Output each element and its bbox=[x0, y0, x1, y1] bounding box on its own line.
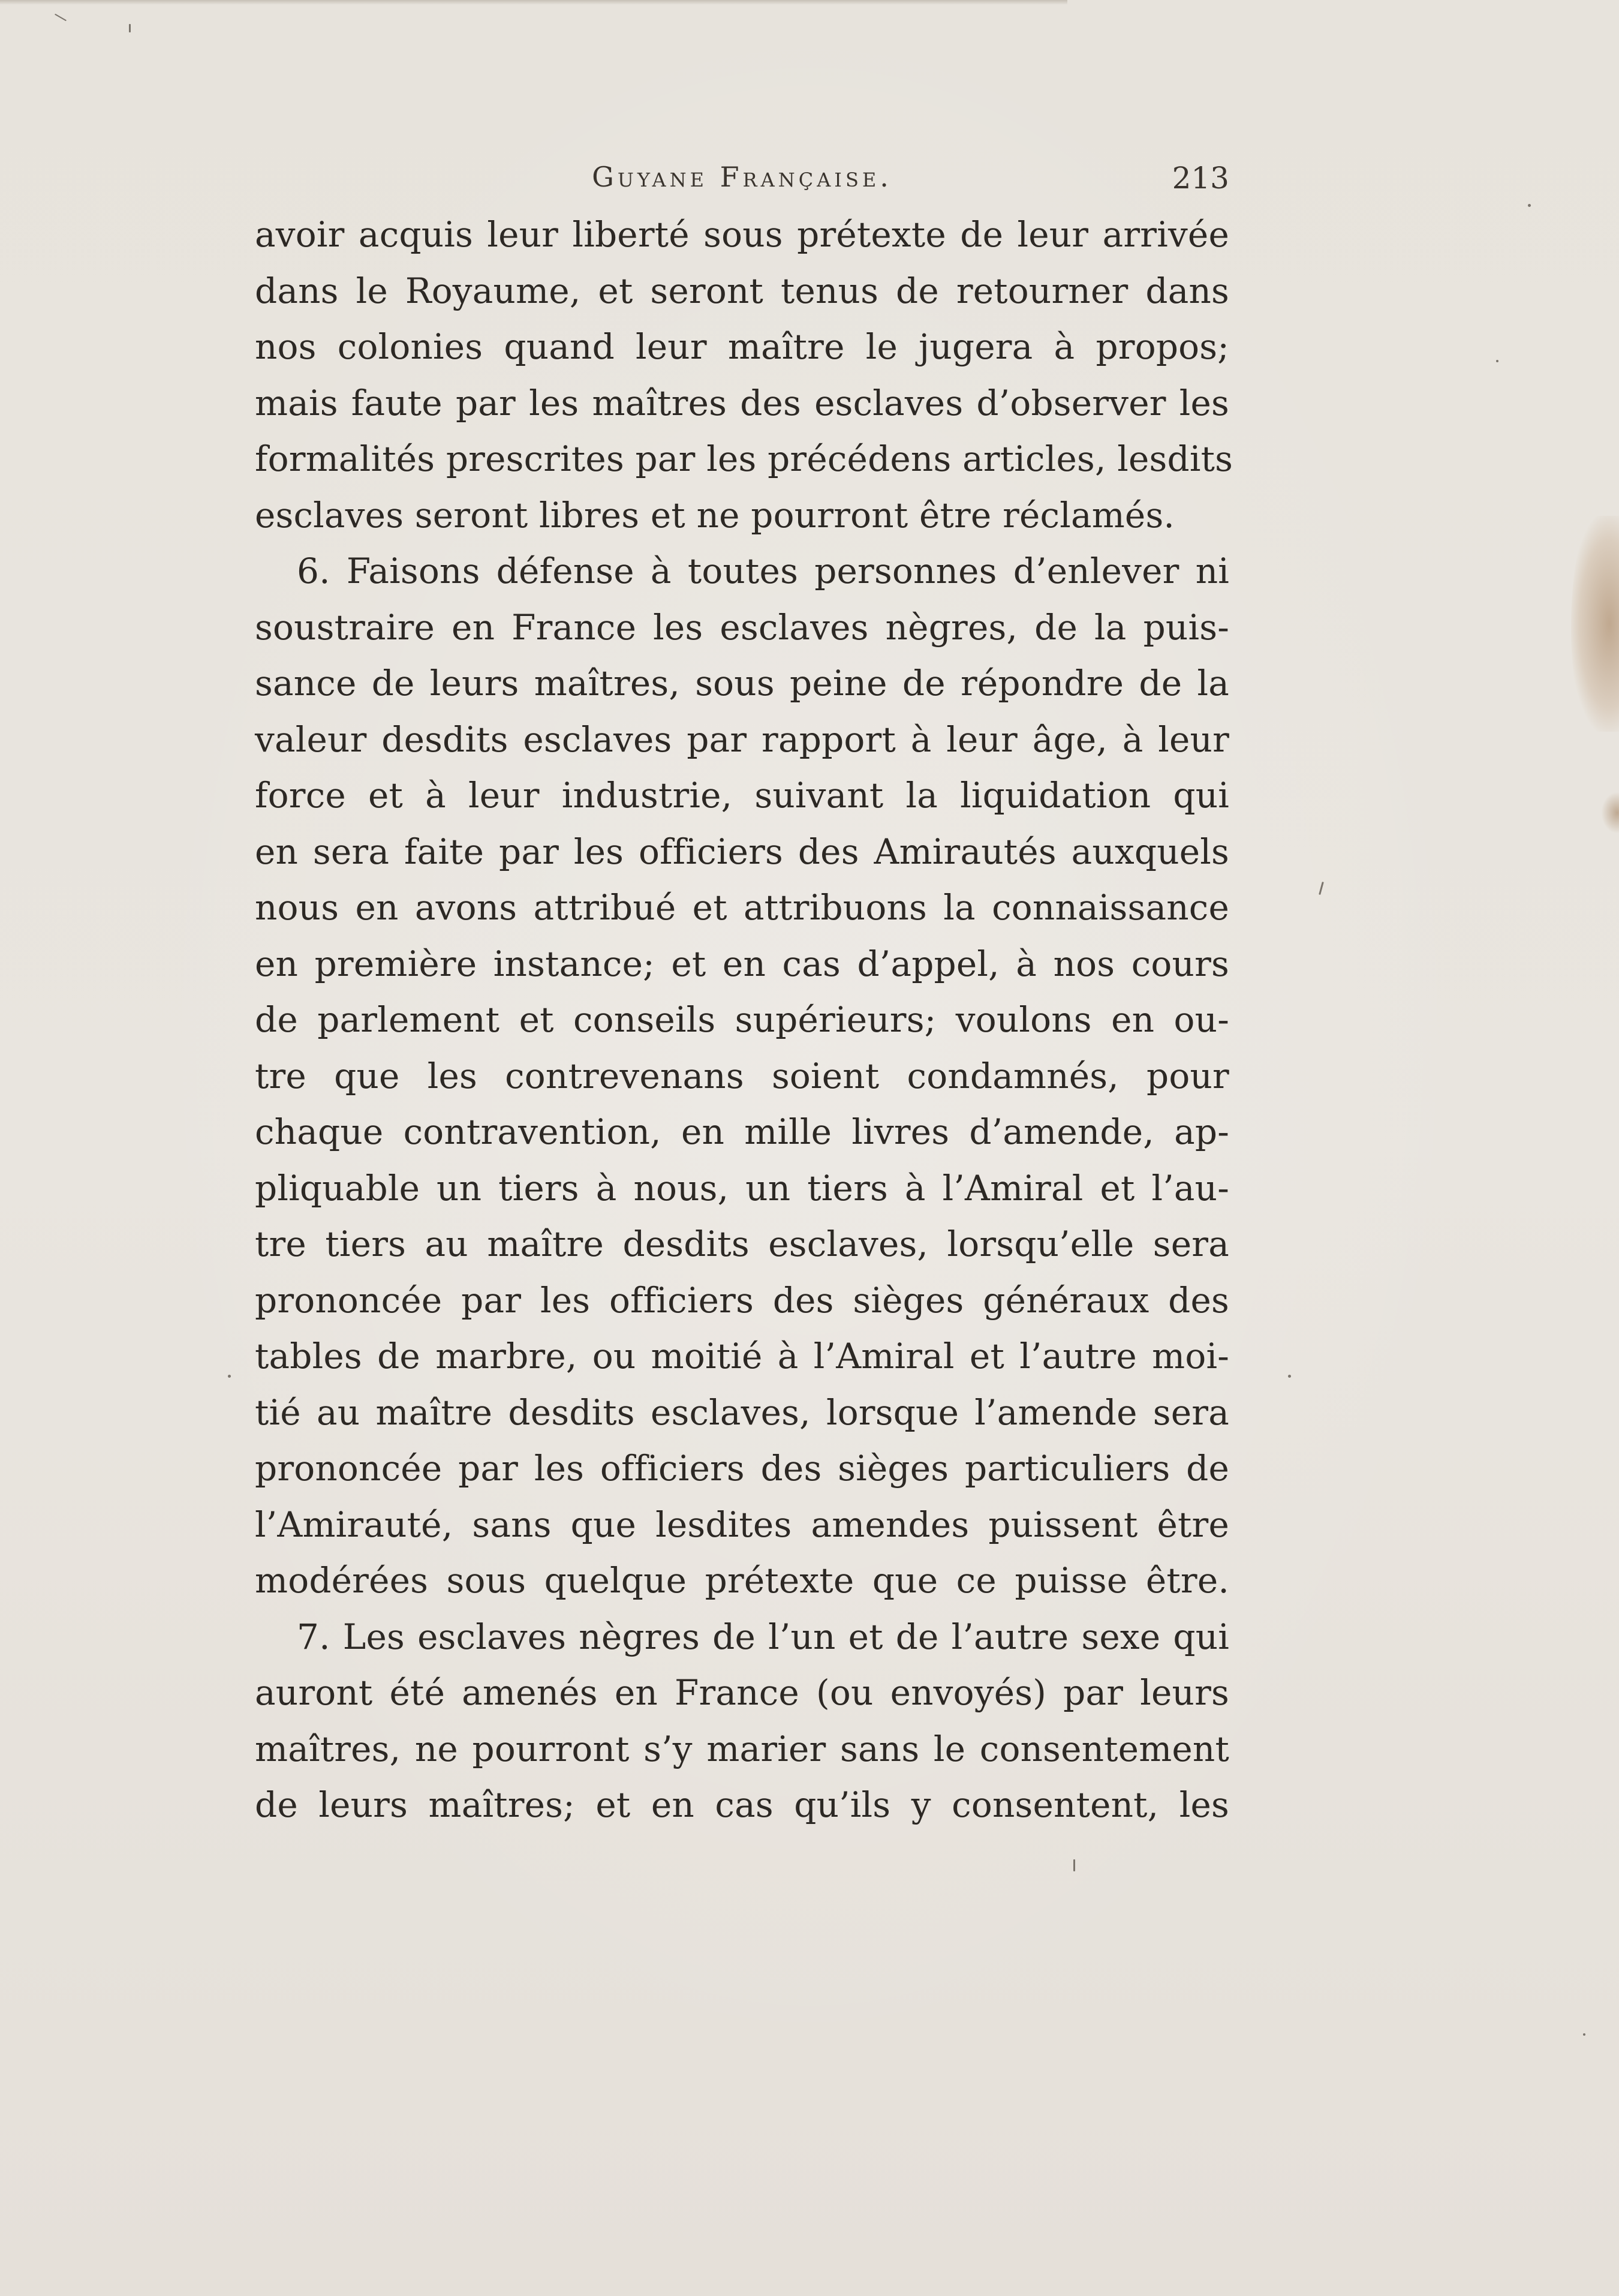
text-line: nos colonies quand leur maître le jugera à propos; bbox=[255, 326, 1229, 367]
text-line: pliquable un tiers à nous, un tiers à l’Amiral et l’au- bbox=[255, 1167, 1229, 1209]
text-line: formalités prescrites par les précédens articles, lesdits bbox=[255, 438, 1233, 479]
page-header bbox=[255, 161, 1229, 199]
text-line: de parlement et conseils supérieurs; voulons en ou- bbox=[255, 999, 1229, 1040]
article-7-first-line: 7. Les esclaves nègres de l’un et de l’autre sexe qui bbox=[297, 1616, 1229, 1657]
article-6-first-line: 6. Faisons défense à toutes personnes d’enlever ni bbox=[297, 551, 1229, 591]
text-line: l’Amirauté, sans que lesdites amendes puissent être bbox=[255, 1504, 1229, 1545]
text-line: tié au maître desdits esclaves, lorsque l’amende sera bbox=[255, 1392, 1229, 1433]
text-line: esclaves seront libres et ne pourront être réclamés. bbox=[255, 494, 1175, 536]
text-line: de leurs maîtres; et en cas qu’ils y consentent, les bbox=[255, 1784, 1229, 1825]
text-line: prononcée par les officiers des sièges généraux des bbox=[255, 1279, 1229, 1321]
paper-speck bbox=[129, 24, 131, 32]
text-line: modérées sous quelque prétexte que ce puisse être. bbox=[255, 1560, 1229, 1601]
paper-speck bbox=[1288, 1375, 1291, 1378]
text-line: force et à leur industrie, suivant la liquidation qui bbox=[255, 775, 1229, 816]
paper-speck bbox=[1583, 2033, 1585, 2036]
text-line: soustraire en France les esclaves nègres, de la puis- bbox=[255, 606, 1229, 648]
text-line: prononcée par les officiers des sièges particuliers de bbox=[255, 1448, 1229, 1489]
paper-speck bbox=[1319, 882, 1324, 895]
text-line: auront été amenés en France (ou envoyés) par leurs bbox=[255, 1672, 1229, 1713]
text-line: avoir acquis leur liberté sous prétexte de leur arrivée bbox=[255, 214, 1229, 255]
text-line: dans le Royaume, et seront tenus de retourner dans bbox=[255, 270, 1229, 311]
running-title: Guyane Française. bbox=[592, 161, 892, 193]
text-line: tables de marbre, ou moitié à l’Amiral et l’autre moi- bbox=[255, 1336, 1229, 1377]
text-line: tre tiers au maître desdits esclaves, lorsqu’elle sera bbox=[255, 1224, 1229, 1264]
paper-speck bbox=[1496, 360, 1498, 362]
text-line: sance de leurs maîtres, sous peine de répondre de la bbox=[255, 663, 1229, 704]
text-line: nous en avons attribué et attribuons la connaissance bbox=[255, 887, 1229, 928]
paper-stain bbox=[1571, 516, 1619, 732]
text-line: chaque contravention, en mille livres d’amende, ap- bbox=[255, 1111, 1229, 1152]
text-line: tre que les contrevenans soient condamnés, pour bbox=[255, 1055, 1229, 1096]
paper-speck bbox=[1528, 204, 1531, 207]
text-line: en sera faite par les officiers des Amirautés auxquels bbox=[255, 831, 1229, 872]
text-line: valeur desdits esclaves par rapport à leur âge, à leur bbox=[255, 719, 1229, 760]
page-top-edge bbox=[0, 0, 1067, 5]
body-text bbox=[255, 207, 1233, 1834]
paper-speck bbox=[228, 1375, 231, 1378]
text-line: mais faute par les maîtres des esclaves d’observer les bbox=[255, 382, 1229, 423]
text-line: en première instance; et en cas d’appel, à nos cours bbox=[255, 943, 1229, 984]
paper-speck bbox=[55, 14, 67, 22]
page-number: 213 bbox=[1172, 161, 1229, 196]
text-line: maîtres, ne pourront s’y marier sans le consentement bbox=[255, 1728, 1229, 1769]
paper-stain-small bbox=[1601, 792, 1619, 834]
paper-speck bbox=[1073, 1859, 1075, 1871]
